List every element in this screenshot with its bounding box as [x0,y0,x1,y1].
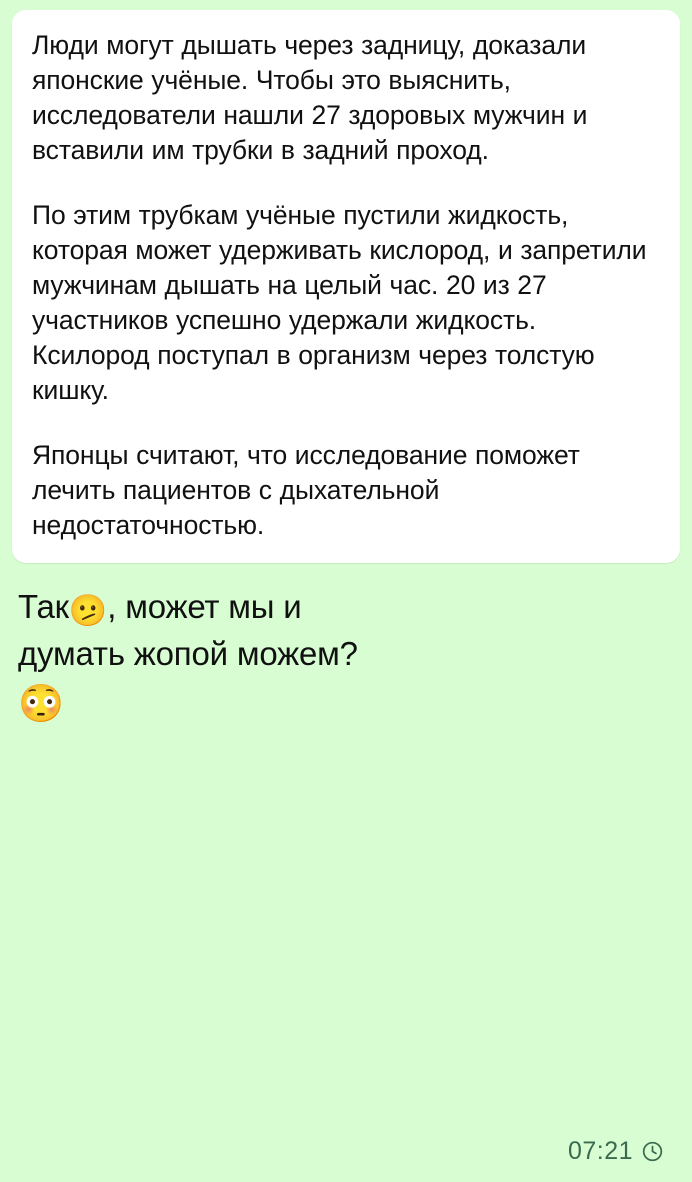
message-timestamp: 07:21 [567,1137,633,1165]
quoted-paragraph-1: Люди могут дышать через задницу, доказали японские учёные. Чтобы это выяснить, исследователи нашли 27 здоровых мужчин и вставили им трубки в задний проход. [32,30,588,165]
message-line1-before: Так [18,587,69,625]
face-with-diagonal-mouth-emoji: 🫤 [68,592,108,628]
clock-icon [641,1140,664,1163]
message-footer [12,1127,680,1172]
message-line2: думать жопой можем? [18,634,358,672]
message-body [18,585,674,729]
quoted-paragraph-2: По этим трубкам учёные пустили жидкость, которая может удерживать кислород, и запретили мужчинам дышать на целый час. 20 из 27 участников успешно удержали жидкость. Ксилород поступал в организм через толстую кишку. [32,199,647,405]
quoted-paragraph-3: Японцы считают, что исследование поможет лечить пациентов с дыхательной недостаточностью. [32,439,580,540]
quoted-message-card[interactable] [12,10,680,563]
message-line1-after: , может мы и [107,587,302,625]
flushed-face-emoji: 😳 [18,682,64,724]
